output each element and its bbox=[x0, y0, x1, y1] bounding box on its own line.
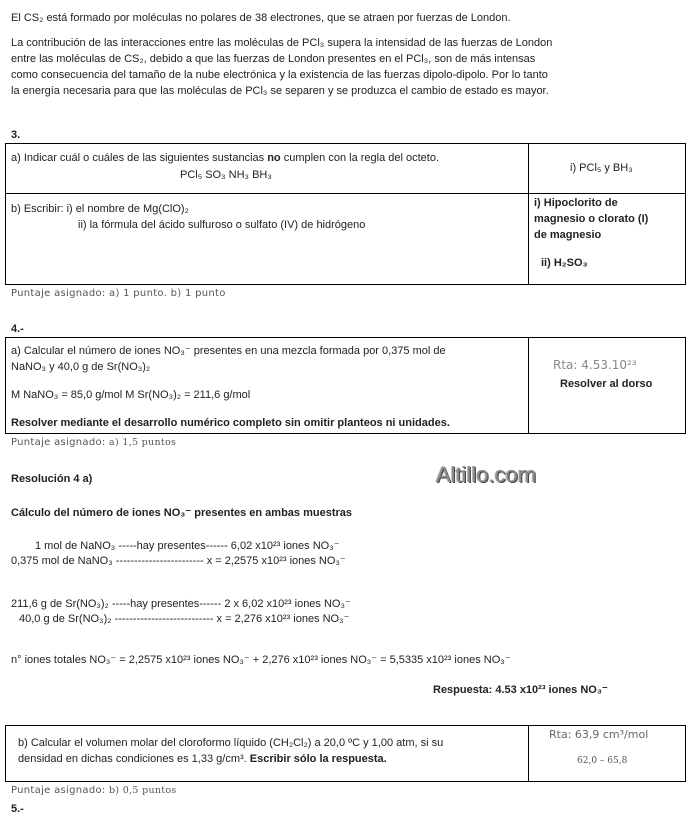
question-3-number: 3. bbox=[11, 129, 21, 141]
question-4b-column-divider bbox=[528, 725, 529, 782]
intro-paragraph-2-line-4: la energía necesaria para que las moléculas de PCl₃ se separen y se produzca el cambio de estado es mayor. bbox=[11, 85, 549, 97]
altillo-logo: Altillo.com bbox=[436, 462, 537, 487]
question-3a-text: a) Indicar cuál o cuáles de las siguientes sustancias no cumplen con la regla del octeto. bbox=[11, 152, 440, 164]
resolution-rule-2-line-2: 40,0 g de Sr(NO₃)₂ --------------------------- x = 2,276 x10²³ iones NO₃⁻ bbox=[19, 613, 350, 625]
intro-paragraph-1: El CS₂ está formado por moléculas no polares de 38 electrones, que se atraen por fuerzas de London. bbox=[11, 12, 511, 24]
question-4a-instruction: Resolver mediante el desarrollo numérico completo sin omitir planteos ni unidades. bbox=[11, 417, 450, 429]
question-5-number: 5.- bbox=[11, 803, 24, 815]
resolution-title: Resolución 4 a) bbox=[11, 473, 93, 485]
question-3-row-divider bbox=[5, 193, 686, 194]
question-4b-answer: Rta: 63,9 cm³/mol bbox=[549, 728, 649, 741]
question-4b-answer-range: 62,0 – 65,8 bbox=[577, 756, 628, 766]
question-4a-molar-masses: M NaNO₃ = 85,0 g/mol M Sr(NO₃)₂ = 211,6 g/mol bbox=[11, 389, 251, 401]
question-4a-answer: Rta: 4.53.10²³ bbox=[553, 358, 637, 372]
question-4b-score: Puntaje asignado: b) 0,5 puntos bbox=[11, 785, 177, 796]
question-3-score: Puntaje asignado: a) 1 punto. b) 1 punto bbox=[11, 288, 226, 299]
question-4-number: 4.- bbox=[11, 323, 24, 335]
resolution-rule-1-line-2: 0,375 mol de NaNO₃ ------------------------ x = 2,2575 x10²³ iones NO₃⁻ bbox=[11, 555, 346, 567]
question-3-column-divider bbox=[528, 143, 529, 285]
resolution-rule-2-line-1: 211,6 g de Sr(NO₃)₂ -----hay presentes------ 2 x 6,02 x10²³ iones NO₃⁻ bbox=[11, 598, 351, 610]
question-3a-substances: PCl₅ SO₃ NH₃ BH₃ bbox=[180, 169, 272, 181]
question-4-column-divider bbox=[528, 337, 529, 434]
question-3a-answer: i) PCl₅ y BH₃ bbox=[570, 162, 633, 174]
question-4a-line-2: NaNO₃ y 40,0 g de Sr(NO₃)₂ bbox=[11, 361, 151, 373]
question-4a-answer-note: Resolver al dorso bbox=[560, 378, 653, 390]
intro-paragraph-2-line-2: entre las moléculas de CS₂, debido a que las fuerzas de London presentes en el PCl₃, son de más intensas bbox=[11, 53, 536, 65]
resolution-rule-1-line-1: 1 mol de NaNO₃ -----hay presentes------ 6,02 x10²³ iones NO₃⁻ bbox=[35, 540, 340, 552]
question-4b-line-1: b) Calcular el volumen molar del cloroformo líquido (CH₂Cl₂) a 20,0 ºC y 1,00 atm, si su bbox=[18, 737, 444, 749]
resolution-answer: Respuesta: 4.53 x10²³ iones NO₃⁻ bbox=[433, 684, 608, 696]
question-3b-answer-ii: ii) H₂SO₃ bbox=[541, 257, 588, 269]
question-4a-line-1: a) Calcular el número de iones NO₃⁻ presentes en una mezcla formada por 0,375 mol de bbox=[11, 345, 446, 357]
question-3b-line-1: b) Escribir: i) el nombre de Mg(ClO)₂ bbox=[11, 203, 189, 215]
question-4b-line-2: densidad en dichas condiciones es 1,33 g/cm³. Escribir sólo la respuesta. bbox=[18, 753, 387, 765]
question-3b-line-2: ii) la fórmula del ácido sulfuroso o sulfato (IV) de hidrógeno bbox=[78, 219, 366, 231]
resolution-total: n° iones totales NO₃⁻ = 2,2575 x10²³ iones NO₃⁻ + 2,276 x10²³ iones NO₃⁻ = 5,5335 x10²³ iones NO₃⁻ bbox=[11, 654, 511, 666]
question-4-score: Puntaje asignado: a) 1,5 puntos bbox=[11, 437, 177, 448]
intro-paragraph-2-line-1: La contribución de las interacciones entre las moléculas de PCl₃ supera la intensidad de las fuerzas de London bbox=[11, 37, 553, 49]
intro-paragraph-2-line-3: como consecuencia del tamaño de la nube electrónica y la existencia de las fuerzas dipolo-dipolo. Por lo tanto bbox=[11, 69, 548, 81]
question-3b-answer: i) Hipoclorito de magnesio o clorato (I) de magnesio bbox=[534, 197, 649, 241]
resolution-subtitle: Cálculo del número de iones NO₃⁻ presentes en ambas muestras bbox=[11, 507, 352, 519]
